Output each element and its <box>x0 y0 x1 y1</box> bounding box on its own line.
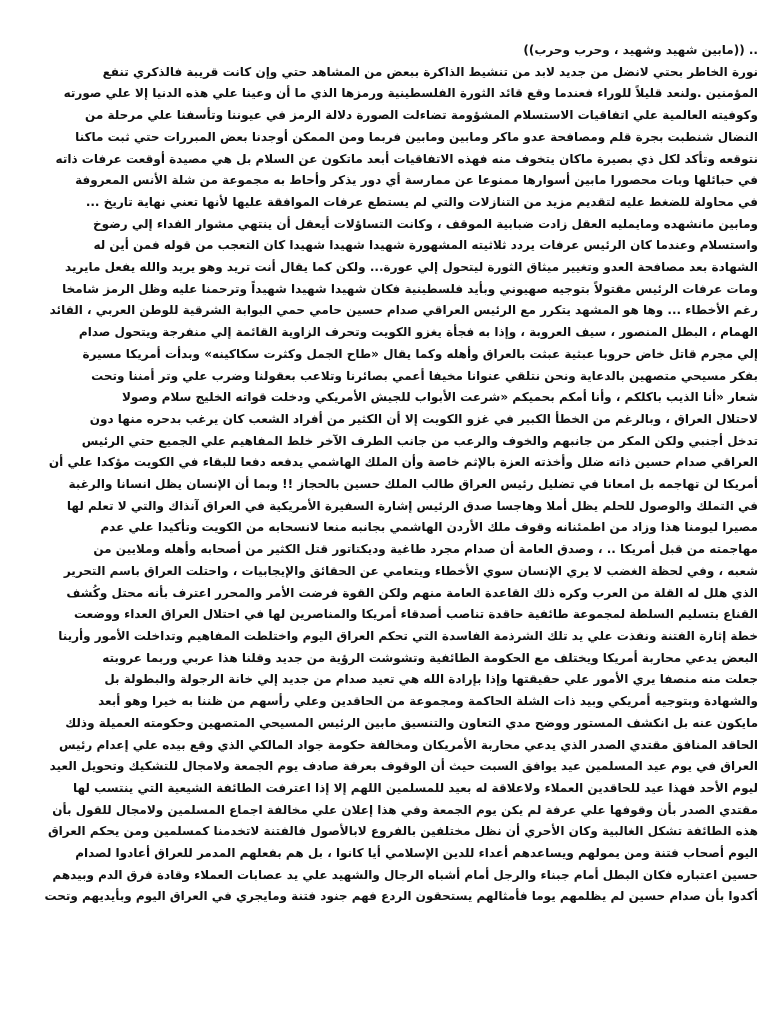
article-text <box>10 62 758 908</box>
text-line: بفكر مسيحي متصهين بالدعاية ونحن نتلقي عنوانا مخيفا أعمي بصائرنا وتلاعب بعقولنا وضرب علي وتر أمننا وتحت <box>91 368 758 383</box>
text-line: الذي هلل له القلة من العرب وكره ذلك القاعدة العامة منهم ولكن القوة فرضت الأمر والمحرر اعترف بأنه محتل وكُشف <box>66 585 758 600</box>
text-line: ومابين مانشهده ومايمليه العقل زادت ضبابية الموقف ، وكانت التساؤلات أيعقل أن ينتهي مشوار الفداء إلي رضوخ <box>93 216 758 231</box>
text-line: نورة الخاطر بحتي لانضل من جديد لابد من تنشيط الذاكرة ببعض من المشاهد حتي وإن كانت قريبة فالذكري تنفع <box>102 64 758 79</box>
text-line: أكدوا بأن صدام حسين لم يظلمهم يوما فأمثالهم يستحقون الردع فهم جنود فتنة ومايجري في العراق اليوم وبأيديهم وتحت <box>44 889 758 904</box>
text-line: العراقي صدام حسين ذاته ضلل وأخذته العزة بالإثم خاصة وأن الملك الهاشمي يدفعه دفعا للبقاء في الكويت مؤكدا علي أن <box>48 455 758 470</box>
text-line: مصيرا ليومنا هذا وزاد من اطمئنانه وقوف ملك الأردن الهاشمي بجانبه منعا لانسحابه من الكويت وتأكيدا علي عدم <box>100 520 758 535</box>
text-line: تدخل أجنبي ولكن المكر من جانبهم والخوف والرعب من جانب الطرف الآخر خلط المفاهيم علي الجميع حتي الرئيس <box>81 433 758 448</box>
text-line: النضال شنطبت بجرة قلم ومصافحة عدو ماكر ومابين ومابين فربما ومن الممكن أوجدنا بعض المبررات حتي ثبت ماكنا <box>75 129 758 144</box>
text-line: في التملك والوصول للحلم يظل أملا وهاجسا صدق الرئيس إشارة السفيرة الأمريكية في العراق آنذاك والتي لا تعلم لها <box>66 498 758 513</box>
text-line: خطة إثارة الفتنة ونفذت علي يد تلك الشرذمة الفاسدة التي تحكم العراق اليوم واختلطت المفاهيم وتداخلت الأمور وأرينا <box>58 628 758 643</box>
text-line: إلي مجرم قاتل خاض حروبا عبثية عبثت بالعراق وأهله وكما يقال «طاح الجمل وكثرت سكاكينه» وبدأت أمريكا مسيرة <box>82 346 758 361</box>
text-line: مقتدي الصدر بأن وقوفها علي عرفة لم يكن يوم الجمعة وفي هذا إعلان علي مخالفة اجماع المسلمين ولامجال للقول بأن <box>52 802 758 817</box>
text-line: الحاقد المنافق مقتدي الصدر الذي يدعي محاربة الأمريكان ومخالفة حكومة جواد المالكي الذي وقع بيده علي إعدام رئيس <box>59 737 758 752</box>
text-line: شعار «أنا الذيب باكلكم ، وأنا أمكم بحميكم «شرعت الأبواب للجيش الأمريكي ودخلت قواته الخليج سلام وصولا <box>121 390 758 405</box>
text-line: القناع بتسليم السلطة لمجموعة طائفية حاقدة تناصب أصدقاء أمريكا والمناصرين لها في احتلال العراق العداء ووضعت <box>73 607 758 622</box>
text-line: جعلت منه منصفا يري الأمور علي حقيقتها وإذا بإرادة الله هي تعيد صدام من جديد إلي خانة الرجولة والبطولة بل <box>104 672 758 687</box>
text-line: شعبه ، وفي لحظة الغضب لا يري الإنسان سوي الأخطاء ويتعامي عن الحقائق والإيجابيات ، واحتلت العراق باسم التحرير <box>63 563 758 578</box>
text-line: مايكون عنه بل انكشف المستور ووضح مدي التعاون والتنسيق مابين الرئيس المسيحي المتصهين وحكومته العميلة وذلك <box>65 715 758 730</box>
text-line: المؤمنين .ولنعد قليلاً للوراء فعندما وقع قائد الثورة الفلسطينية ورمزها الذي ما أن وعينا علي هذه الدنيا إلا علي صورته <box>63 86 758 101</box>
article-body <box>10 40 758 908</box>
text-line: ومات عرفات الرئيس مقتولاً بتوجيه صهيوني وبأيد فلسطينية فكان شهيدا شهيدا شهيداً وترحمنا عليه وظل الرمز شامخا <box>62 281 758 296</box>
text-line: ليوم الأحد فهذا عيد للحاقدين العملاء ولاعلاقة له بعيد للمسلمين اللهم إلا إذا اعترفت الطائفة الشيعية التي ينتسب لها <box>72 780 758 795</box>
text-line: أمريكا لن تهاجمه بل امعانا في تضليل رئيس العراق طالب الملك حسين بالحجاز !! وبما أن الإنسان يظل انسانا والرغبة <box>68 477 758 492</box>
text-line: مهاجمته من قبل أمريكا .. ، وصدق العامة أن صدام مجرد طاغية وديكتاتور قتل الكثير من أصحابه وأهله وملايين من <box>93 542 758 557</box>
text-line: حسين اعتباره فكان البطل أمام جبناء والرجل أمام أشباه الرجال والشهيد علي يد عصابات العملاء وقادة فرق الدم وبيدهم <box>52 867 758 882</box>
text-line: العراق في يوم عيد المسلمين عيد يوافق السبت حيث أن الوقوف بعرفة صادف يوم الجمعة ولامجال للتشكيك وتحويل العيد <box>49 759 758 774</box>
text-line: نتوقعه وتأكد لكل ذي بصيرة ماكان يتخوف منه فهذه الاتفاقيات أبعد ماتكون عن السلام بل هي مصيدة أوقعت عرفات ذاته <box>55 151 758 166</box>
text-line: الهمام ، البطل المنصور ، سيف العروبة ، وإذا به فجأة يغزو الكويت وتحرف الزاوية القائمة إلي منفرجة ويتحول صدام <box>78 325 758 340</box>
text-line: في محاولة للضغط عليه لتقديم مزيد من التنازلات والتي لم يستطع عرفات الموافقة عليها لأنها تعني نهاية تاريخ ... <box>85 194 758 209</box>
article-heading: .. ((مابين شهيد وشهيد ، وحرب وحرب)) <box>523 43 758 57</box>
text-line: رغم الأخطاء ... وها هو المشهد يتكرر مع الرئيس العراقي صدام حسين حامي حمي البوابة الشرقية للوطن العربي ، القائد <box>49 303 758 318</box>
text-line: هذه الطائفة تشكل الغالبية وكان الأحري أن نظل مختلفين بالفروع لابالأصول فالفتنة لاتخدمنا كمسلمين ومن يحكم العراق <box>47 824 758 839</box>
text-line: لاحتلال العراق ، وبالرغم من الخطأ الكبير في غزو الكويت إلا أن الكثير من أفراد الشعب كان يرغب بدحره منها دون <box>89 411 758 426</box>
text-line: وكوفيته العالمية علي اتفاقيات الاستسلام المشؤومة تضاءلت الصورة دلالة الرمز في عيوننا وتأسفنا علي مرحلة من <box>85 108 758 123</box>
text-line: اليوم أصحاب فتنة ومن يمولهم ويساعدهم أعداء للدين الإسلامي أيا كانوا ، بل هم بفعلهم المدمر للعراق أعادوا لصدام <box>75 846 758 861</box>
text-line: واستسلام وعندما كان الرئيس عرفات يردد ثلاثيته المشهورة شهيدا شهيدا شهيدا كان التعجب من قوله فمن أين له <box>93 238 758 253</box>
text-line: الشهادة بعد مصافحة العدو وتغيير ميثاق الثورة ليتحول إلي عورة... ولكن كما يقال أنت تريد وهو يريد والله يفعل مايريد <box>65 260 758 275</box>
text-line: في حبائلها وبات محصورا مابين أسوارها ممنوعا عن ممارسة أي دور يذكر وأحاط به مجموعة من شلة الأنس المعروفة <box>75 173 758 188</box>
text-line: والشهادة وبتوجيه أمريكي وبيد ذات الشلة الحاكمة ومجموعة من الحاقدين وعلي رأسهم من ظننا به خيرا وهو أبعد <box>98 694 758 709</box>
text-line: البعض يدعي محاربة أمريكا ويختلف مع الحكومة الطائفية وتشوشت الرؤية من جديد وقلنا هذا عربي وربما عروبته <box>102 650 758 665</box>
